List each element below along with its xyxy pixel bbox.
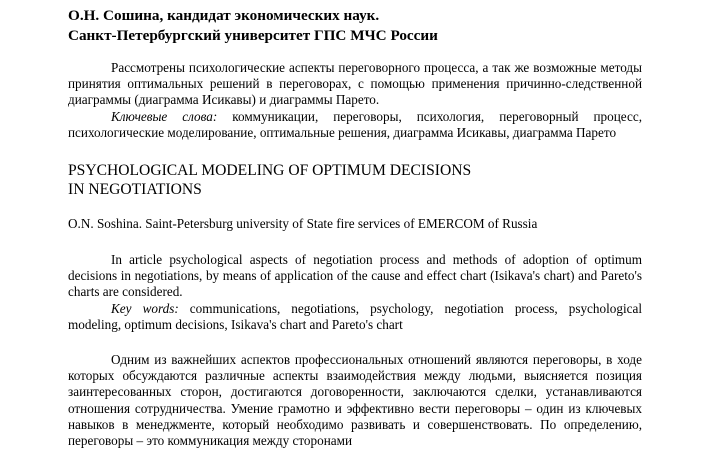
- ru-keywords: [68, 109, 642, 141]
- en-abstract: In article psychological aspects of negotiation process and methods of adoption of optimum decisions in negotiations, by means of application of the cause and effect chart (Isikava's chart) and Pareto's charts are considered.: [68, 252, 642, 300]
- ru-body-paragraph: Одним из важнейших аспектов профессиональных отношений являются переговоры, в ходе которых обсуждаются различные аспекты взаимодействия между людьми, выясняется позиция заинтересованных сторон, достигаются договоренности, заключаются сделки, устанавливаются отношения сотрудничества. Умение грамотно и эффективно вести переговоры – один из ключевых навыков в менеджменте, который необходимо развивать и совершенствовать. По определению, переговоры – это коммуникация между сторонами: [68, 352, 642, 449]
- ru-keywords-text: коммуникации, переговоры, психология, переговорный процесс, психологические моделирование, оптимальные решения, диаграмма Исикавы, диаграмма Парето: [68, 108, 642, 140]
- en-keywords: [68, 301, 642, 333]
- en-title-line2: IN NEGOTIATIONS: [68, 181, 202, 199]
- en-author-line: O.N. Soshina. Saint-Petersburg university of State fire services of EMERCOM of Russia: [68, 216, 538, 232]
- en-keywords-label: Key words:: [111, 300, 179, 316]
- en-title: [68, 161, 642, 199]
- paper-page: [68, 6, 642, 449]
- en-title-line1: PSYCHOLOGICAL MODELING OF OPTIMUM DECISIONS: [68, 162, 472, 180]
- ru-author-line: О.Н. Сошина, кандидат экономических наук.: [68, 7, 380, 24]
- en-keywords-text: communications, negotiations, psychology, negotiation process, psychological modeling, optimum decisions, Isikava's chart and Pareto's chart: [68, 300, 642, 332]
- ru-affiliation-line: Санкт-Петербургский университет ГПС МЧС России: [68, 27, 438, 44]
- ru-abstract: Рассмотрены психологические аспекты переговорного процесса, а так же возможные методы принятия оптимальных решений в переговорах, с помощью применения причинно-следственной диаграммы (диаграмма Исикавы) и диаграммы Парето.: [68, 60, 642, 108]
- ru-keywords-label: Ключевые слова:: [111, 108, 218, 124]
